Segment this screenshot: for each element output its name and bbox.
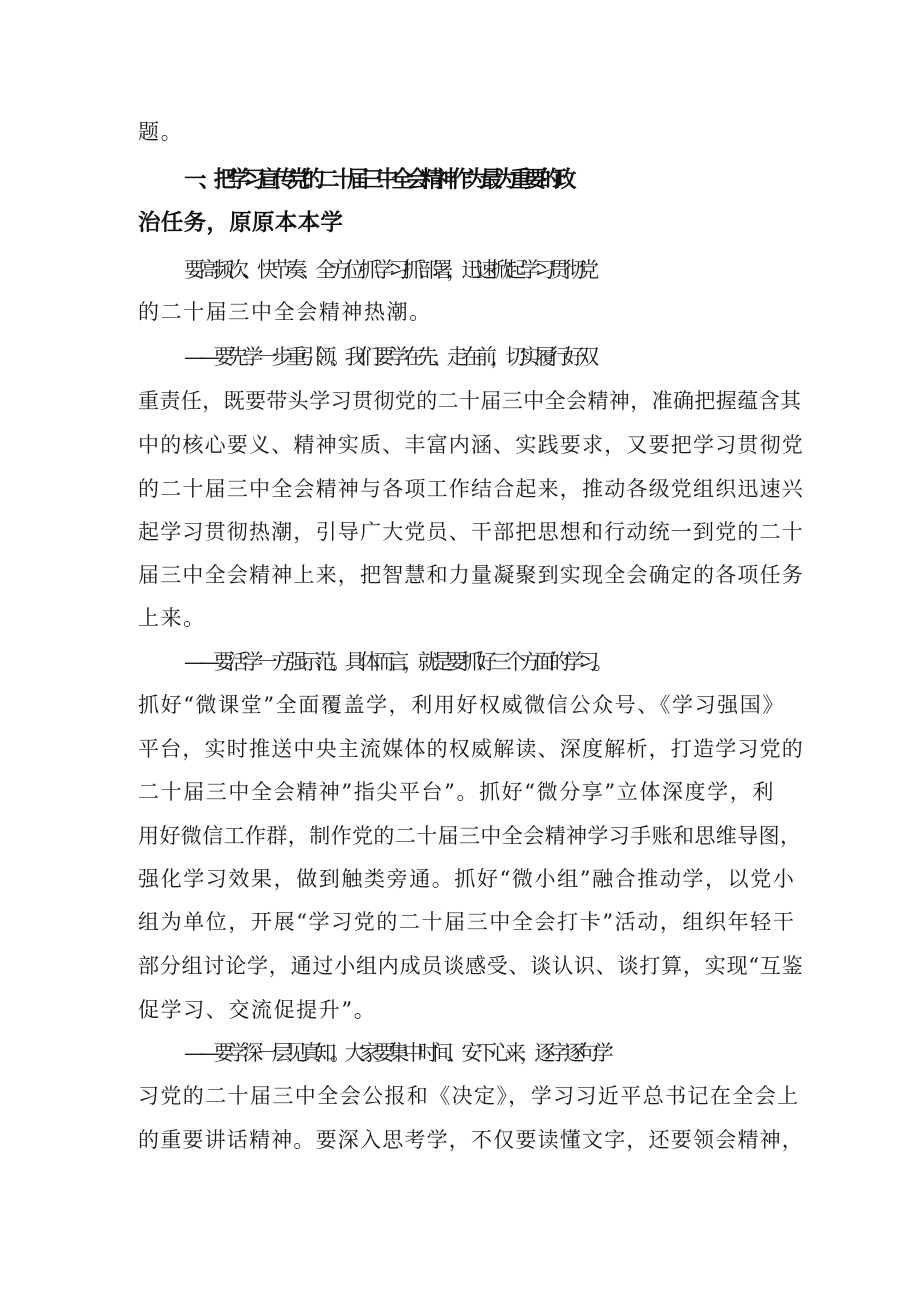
text-line-23: 习党的二十届三中全会公报和《决定》，学习习近平总书记在全会上 bbox=[138, 1084, 800, 1108]
text-line-15: 平台，实时推送中央主流媒体的权威解读、深度解析，打造学习党的 bbox=[138, 737, 804, 761]
text-line-11: 届三中全会精神上来，把智慧和力量凝聚到实现全会确定的各项任务 bbox=[138, 563, 804, 587]
text-line-17: 用好微信工作群，制作党的二十届三中全会精神学习手账和思维导图， bbox=[138, 824, 802, 848]
text-line-14: 抓好“微课堂”全面覆盖学，利用好权威微信公众号、《学习强国》 bbox=[138, 693, 785, 717]
text-line-4: 要高频次、快节奏、全方位抓学习抓部署，迅速掀起学习贯彻党 bbox=[184, 258, 593, 282]
text-line-5: 的二十届三中全会精神热潮。 bbox=[138, 300, 432, 324]
text-line-10: 起学习贯彻热潮，引导广大党员、干部把思想和行动统一到党的二十 bbox=[138, 520, 804, 544]
section-heading-line-2: 治任务，原原本本学 bbox=[138, 210, 344, 236]
text-line-1: 题。 bbox=[138, 120, 184, 144]
text-line-9: 的二十届三中全会精神与各项工作结合起来，推动各级党组织迅速兴 bbox=[138, 477, 804, 501]
text-line-19: 组为单位，开展“学习党的二十届三中全会打卡”活动，组织年轻干 bbox=[138, 910, 796, 934]
text-line-12: 上来。 bbox=[138, 606, 206, 630]
section-heading-line-1: 一、把学习宣传党的二十届三中全会精神作为最为重要的政 bbox=[184, 167, 569, 193]
text-line-13: ——要活学一方强示范。具体而言，就是要抓好三个方面的学习。 bbox=[184, 650, 608, 674]
text-line-6: ——要先学一步重引领。我们要学在先、走在前，切实履行好双 bbox=[184, 345, 593, 369]
text-line-20: 部分组讨论学，通过小组内成员谈感受、谈认识、谈打算，实现“互鉴 bbox=[138, 954, 804, 978]
text-line-18: 强化学习效果，做到触类旁通。抓好“微小组”融合推动学，以党小 bbox=[138, 867, 796, 891]
text-line-24: 的重要讲话精神。要深入思考学，不仅要读懂文字，还要领会精神， bbox=[138, 1128, 804, 1152]
text-line-16: 二十届三中全会精神”指尖平台”。抓好“微分享”立体深度学，利 bbox=[138, 780, 775, 804]
text-line-22: ——要学深一层见真知。大家要集中时间、安下心来，逐字逐句学 bbox=[184, 1041, 608, 1065]
text-line-8: 中的核心要义、精神实质、丰富内涵、实践要求，又要把学习贯彻党 bbox=[138, 433, 804, 457]
text-line-7: 重责任，既要带头学习贯彻党的二十届三中全会精神，准确把握蕴含其 bbox=[138, 389, 802, 413]
text-line-21: 促学习、交流促提升”。 bbox=[138, 998, 377, 1022]
